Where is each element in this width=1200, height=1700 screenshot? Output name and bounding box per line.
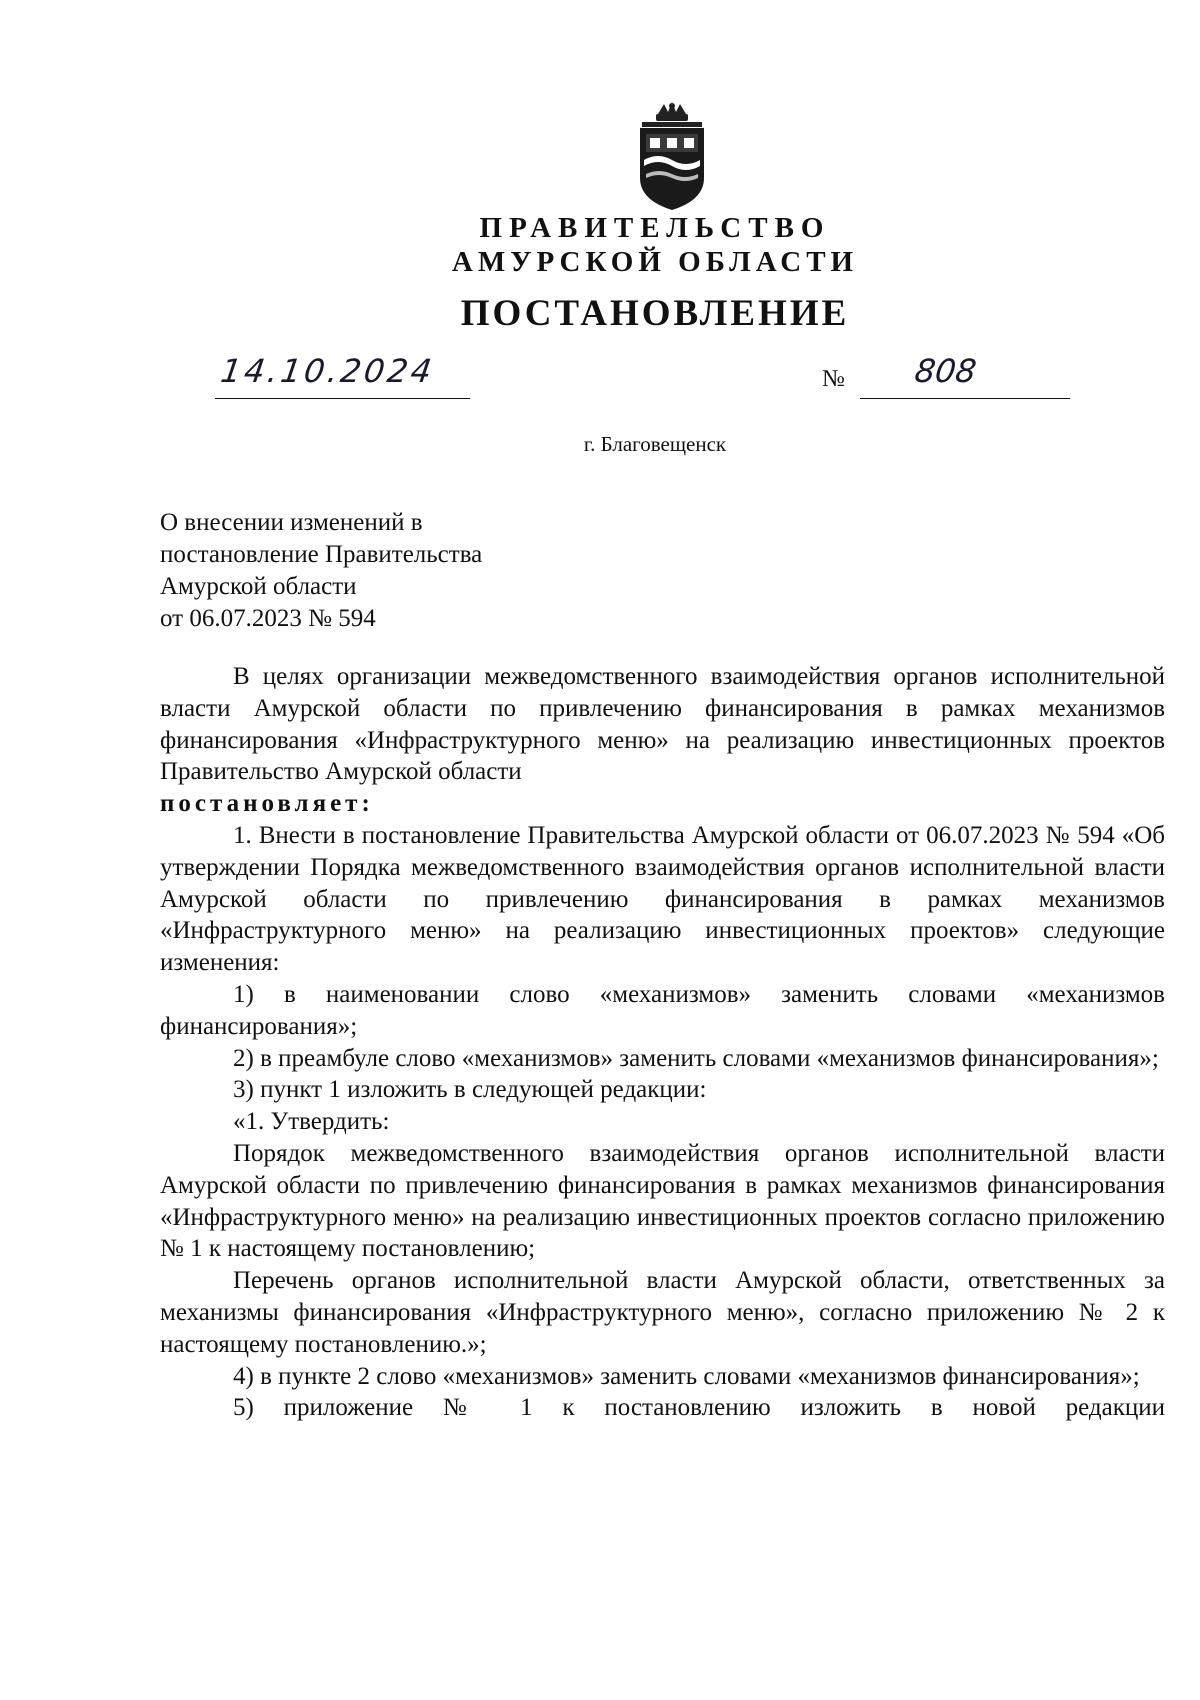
handwritten-date: 14.10.2024 (218, 352, 437, 390)
document-body (160, 661, 1165, 1424)
subject-line: О внесении изменений в (160, 509, 423, 536)
quoted-start: «1. Утвердить: (233, 1108, 390, 1136)
government-title-line1: ПРАВИТЕЛЬСТВО (479, 212, 831, 244)
quoted-paragraph-1: Порядок межведомственного взаимодействия органов исполнительной власти Амурской области по привлечению финансирования в рамках механизмов финансирования «Инфраструктурного меню» на реализацию инвестиционных проектов согласно приложению № 1 к настоящему постановлению; (160, 1139, 1165, 1263)
government-title-line2: АМУРСКОЙ ОБЛАСТИ (451, 246, 859, 278)
coat-of-arms-emblem (628, 100, 716, 212)
decree-word: постановляет: (160, 790, 374, 818)
handwritten-number: 808 (912, 352, 979, 390)
document-type-title: ПОСТАНОВЛЕНИЕ (460, 293, 850, 334)
subject-line: Амурской области (160, 573, 357, 600)
amendment-item-1: 1) в наименовании слово «механизмов» заменить словами «механизмов финансирования»; (160, 980, 1165, 1040)
amendment-item-3: 3) пункт 1 изложить в следующей редакции: (233, 1076, 707, 1104)
document-subject (160, 507, 482, 635)
number-field (860, 352, 1070, 399)
subject-line: постановление Правительства (160, 541, 483, 568)
date-field (215, 352, 470, 399)
amendment-item-2: 2) в преамбуле слово «механизмов» заменить словами «механизмов финансирования»; (233, 1044, 1159, 1072)
number-sign-label: № (822, 366, 845, 392)
quoted-paragraph-2: Перечень органов исполнительной власти Амурской области, ответственных за механизмы финансирования «Инфраструктурного меню», согласно приложению № 2 к настоящему постановлению.»; (160, 1267, 1165, 1358)
amendment-item-5: 5) приложение № 1 к постановлению изложить в новой редакции (233, 1394, 1165, 1422)
preamble-paragraph: В целях организации межведомственного взаимодействия органов исполнительной власти Амурской области по привлечению финансирования в рамках механизмов финансирования «Инфраструктурного меню» на реализацию инвестиционных проектов Правительство Амурской области (160, 663, 1165, 786)
amendment-item-4: 4) в пункте 2 слово «механизмов» заменить словами «механизмов финансирования»; (233, 1362, 1140, 1390)
subject-line: от 06.07.2023 № 594 (160, 605, 376, 632)
paragraph-1: 1. Внести в постановление Правительства Амурской области от 06.07.2023 № 594 «Об утверждении Порядка межведомственного взаимодействия органов исполнительной власти Амурской области по привлечению финансирования в рамках механизмов «Инфраструктурного меню» на реализацию инвестиционных проектов» следующие изменения: (160, 821, 1165, 977)
city-label: г. Благовещенск (583, 432, 727, 456)
